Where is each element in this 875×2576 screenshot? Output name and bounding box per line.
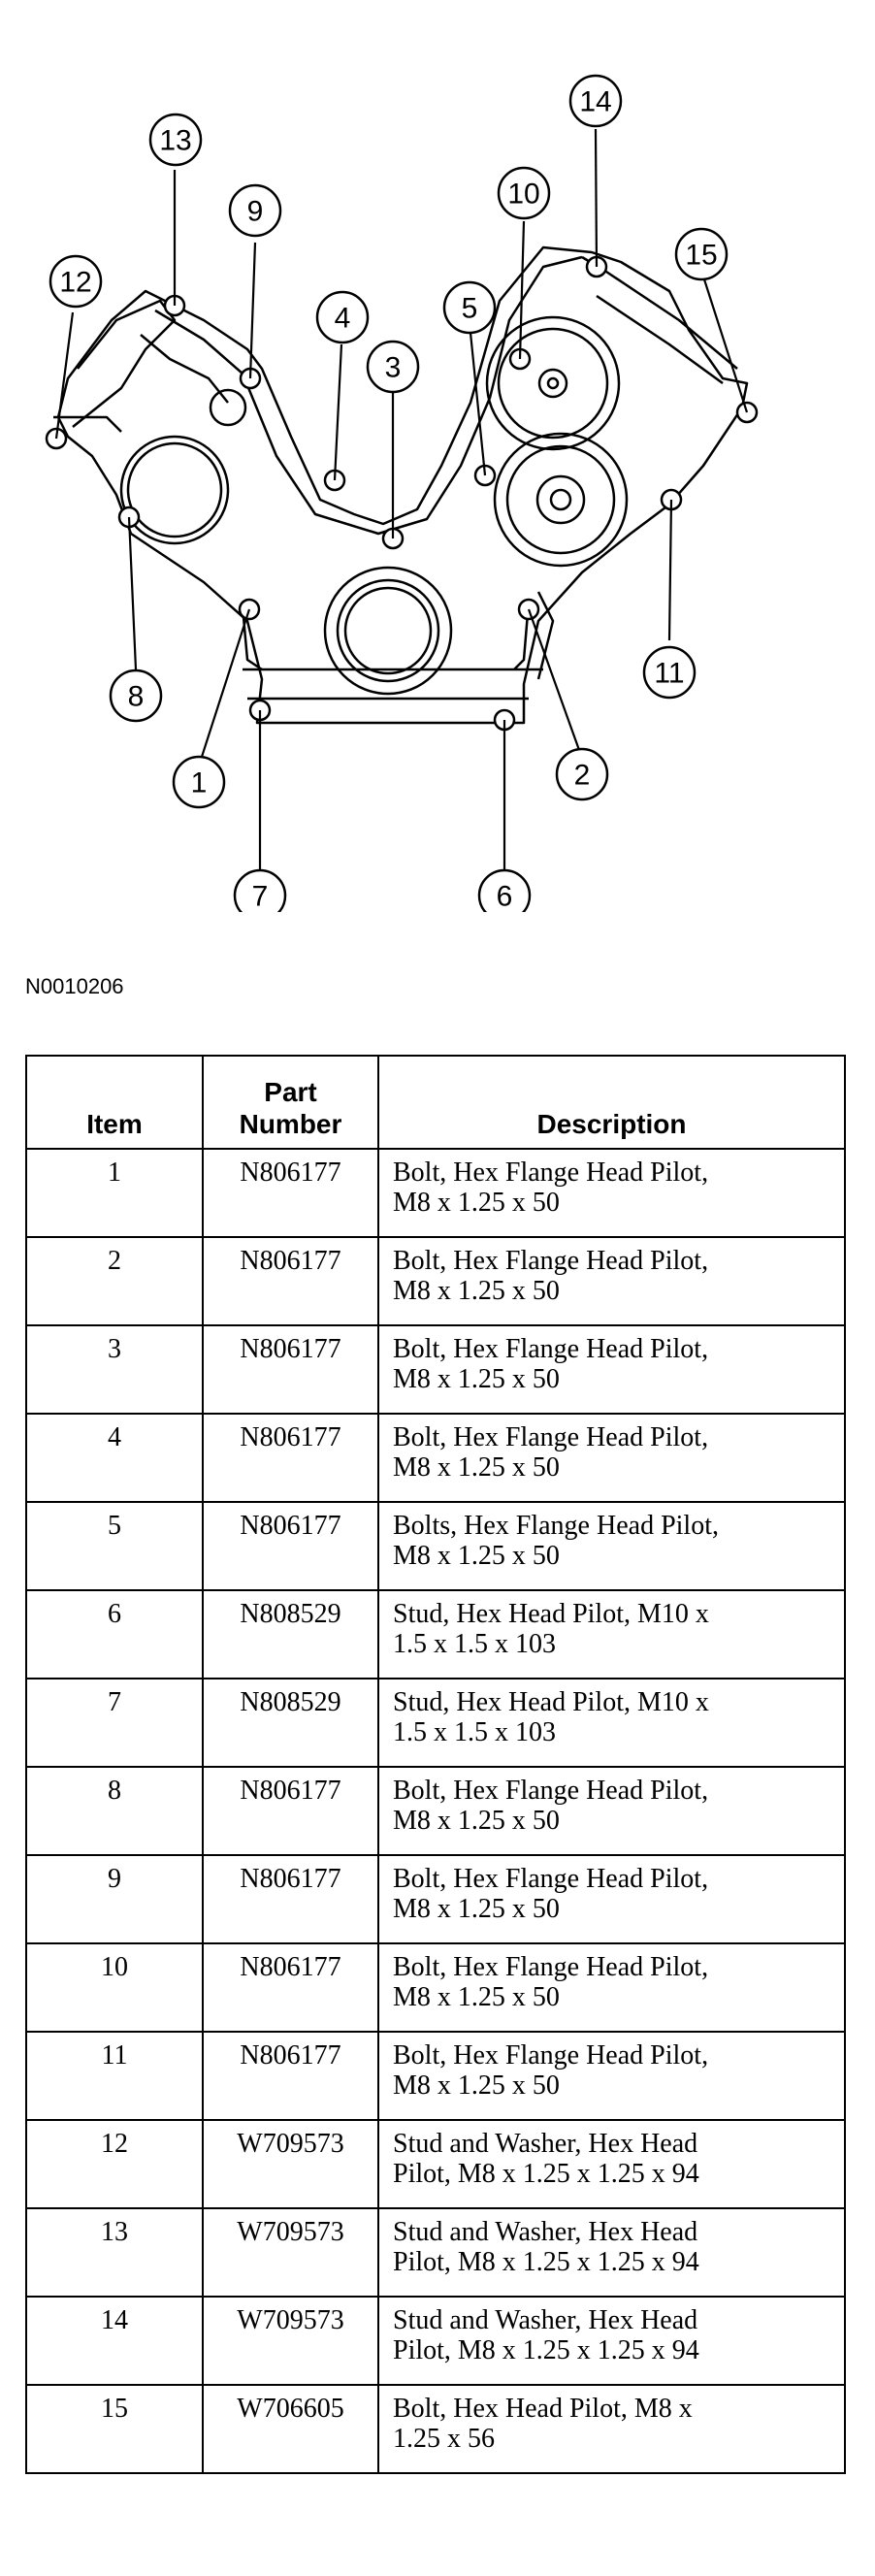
callout-1: 1 <box>190 766 208 799</box>
description-line: Pilot, M8 x 1.25 x 1.25 x 94 <box>393 2159 699 2189</box>
callout-15: 15 <box>685 239 718 272</box>
description-line: Bolt, Hex Flange Head Pilot, <box>393 2040 709 2071</box>
description-cell <box>378 1855 845 1943</box>
description-line: Bolt, Hex Flange Head Pilot, <box>393 1952 709 1982</box>
description-cell <box>378 1943 845 2032</box>
description-cell <box>378 1590 845 1679</box>
table-row <box>26 1943 845 2032</box>
description-line: 1.5 x 1.5 x 103 <box>393 1717 556 1747</box>
part-number-cell: W709573 <box>203 2208 378 2297</box>
item-cell: 6 <box>26 1590 203 1679</box>
part-number-cell: W709573 <box>203 2297 378 2385</box>
table-row <box>26 1502 845 1590</box>
figure-id: N0010206 <box>25 974 124 998</box>
header-part-number-line-2: Number <box>239 1109 342 1139</box>
parts-table <box>25 1055 846 2474</box>
callout-2: 2 <box>573 759 591 792</box>
table-row <box>26 1237 845 1325</box>
part-number-cell: W706605 <box>203 2385 378 2473</box>
part-number-cell: N806177 <box>203 1502 378 1590</box>
part-number-cell: N806177 <box>203 1943 378 2032</box>
description-line: M8 x 1.25 x 50 <box>393 1276 560 1306</box>
description-cell <box>378 1502 845 1590</box>
table-row <box>26 1149 845 1237</box>
item-cell: 7 <box>26 1679 203 1767</box>
leader-lines <box>56 129 747 873</box>
callout-7: 7 <box>251 880 269 912</box>
description-line: Bolt, Hex Head Pilot, M8 x <box>393 2394 693 2424</box>
description-line: Bolt, Hex Flange Head Pilot, <box>393 1246 709 1276</box>
description-line: M8 x 1.25 x 50 <box>393 1806 560 1836</box>
front-cover-outline <box>53 247 747 723</box>
item-cell: 10 <box>26 1943 203 2032</box>
description-line: 1.5 x 1.5 x 103 <box>393 1629 556 1659</box>
part-number-cell: N808529 <box>203 1679 378 1767</box>
item-cell: 3 <box>26 1325 203 1414</box>
callout-8: 8 <box>127 680 145 713</box>
callout-6: 6 <box>496 880 513 912</box>
description-cell <box>378 1414 845 1502</box>
description-line: M8 x 1.25 x 50 <box>393 2071 560 2101</box>
part-number-cell: N808529 <box>203 1590 378 1679</box>
part-number-cell: N806177 <box>203 1325 378 1414</box>
part-number-cell: N806177 <box>203 1237 378 1325</box>
description-cell <box>378 1325 845 1414</box>
table-row <box>26 2208 845 2297</box>
item-cell: 11 <box>26 2032 203 2120</box>
table-row <box>26 1767 845 1855</box>
part-number-cell: N806177 <box>203 2032 378 2120</box>
description-line: Stud and Washer, Hex Head <box>393 2217 698 2247</box>
table-row <box>26 1855 845 1943</box>
callout-12: 12 <box>59 266 92 299</box>
part-number-cell: N806177 <box>203 1855 378 1943</box>
item-cell: 15 <box>26 2385 203 2473</box>
description-line: M8 x 1.25 x 50 <box>393 1452 560 1483</box>
description-line: Stud, Hex Head Pilot, M10 x <box>393 1687 709 1717</box>
description-cell <box>378 1679 845 1767</box>
item-cell: 4 <box>26 1414 203 1502</box>
callout-3: 3 <box>384 351 402 384</box>
description-cell <box>378 1767 845 1855</box>
description-line: Bolt, Hex Flange Head Pilot, <box>393 1158 709 1188</box>
header-part-number <box>203 1056 378 1149</box>
description-cell <box>378 2120 845 2208</box>
part-number-cell: N806177 <box>203 1767 378 1855</box>
description-line: Bolt, Hex Flange Head Pilot, <box>393 1864 709 1894</box>
engine-front-cover-diagram <box>0 0 875 912</box>
callout-5: 5 <box>461 292 478 325</box>
description-line: Bolt, Hex Flange Head Pilot, <box>393 1422 709 1452</box>
description-line: Pilot, M8 x 1.25 x 1.25 x 94 <box>393 2247 699 2277</box>
table-row <box>26 2120 845 2208</box>
table-row <box>26 2385 845 2473</box>
description-cell <box>378 1237 845 1325</box>
description-line: M8 x 1.25 x 50 <box>393 1894 560 1924</box>
description-line: Bolt, Hex Flange Head Pilot, <box>393 1776 709 1806</box>
table-row <box>26 1679 845 1767</box>
description-cell <box>378 2032 845 2120</box>
part-number-cell: N806177 <box>203 1149 378 1237</box>
callout-9: 9 <box>246 195 264 228</box>
description-line: Stud and Washer, Hex Head <box>393 2129 698 2159</box>
callout-13: 13 <box>159 124 192 157</box>
description-line: M8 x 1.25 x 50 <box>393 1982 560 2012</box>
item-cell: 12 <box>26 2120 203 2208</box>
item-cell: 1 <box>26 1149 203 1237</box>
table-header-row <box>26 1056 845 1149</box>
description-cell <box>378 1149 845 1237</box>
callout-14: 14 <box>579 85 612 118</box>
callout-10: 10 <box>507 178 540 211</box>
table-row <box>26 2297 845 2385</box>
table-row <box>26 1325 845 1414</box>
item-cell: 14 <box>26 2297 203 2385</box>
table-row <box>26 2032 845 2120</box>
callout-circles <box>50 76 727 912</box>
description-line: Stud and Washer, Hex Head <box>393 2305 698 2335</box>
header-description: Description <box>378 1056 845 1149</box>
table-row <box>26 1414 845 1502</box>
description-line: Pilot, M8 x 1.25 x 1.25 x 94 <box>393 2335 699 2365</box>
description-line: Bolt, Hex Flange Head Pilot, <box>393 1334 709 1364</box>
header-part-number-line-1: Part <box>264 1077 317 1107</box>
item-cell: 2 <box>26 1237 203 1325</box>
description-cell <box>378 2385 845 2473</box>
description-line: M8 x 1.25 x 50 <box>393 1188 560 1218</box>
table-row <box>26 1590 845 1679</box>
description-cell <box>378 2297 845 2385</box>
callout-11: 11 <box>654 657 685 690</box>
description-cell <box>378 2208 845 2297</box>
part-number-cell: W709573 <box>203 2120 378 2208</box>
description-line: Bolts, Hex Flange Head Pilot, <box>393 1511 719 1541</box>
description-line: M8 x 1.25 x 50 <box>393 1364 560 1394</box>
part-number-cell: N806177 <box>203 1414 378 1502</box>
header-item: Item <box>26 1056 203 1149</box>
item-cell: 8 <box>26 1767 203 1855</box>
item-cell: 13 <box>26 2208 203 2297</box>
description-line: M8 x 1.25 x 50 <box>393 1541 560 1571</box>
item-cell: 9 <box>26 1855 203 1943</box>
description-line: 1.25 x 56 <box>393 2424 495 2454</box>
callout-4: 4 <box>334 302 351 335</box>
description-line: Stud, Hex Head Pilot, M10 x <box>393 1599 709 1629</box>
item-cell: 5 <box>26 1502 203 1590</box>
